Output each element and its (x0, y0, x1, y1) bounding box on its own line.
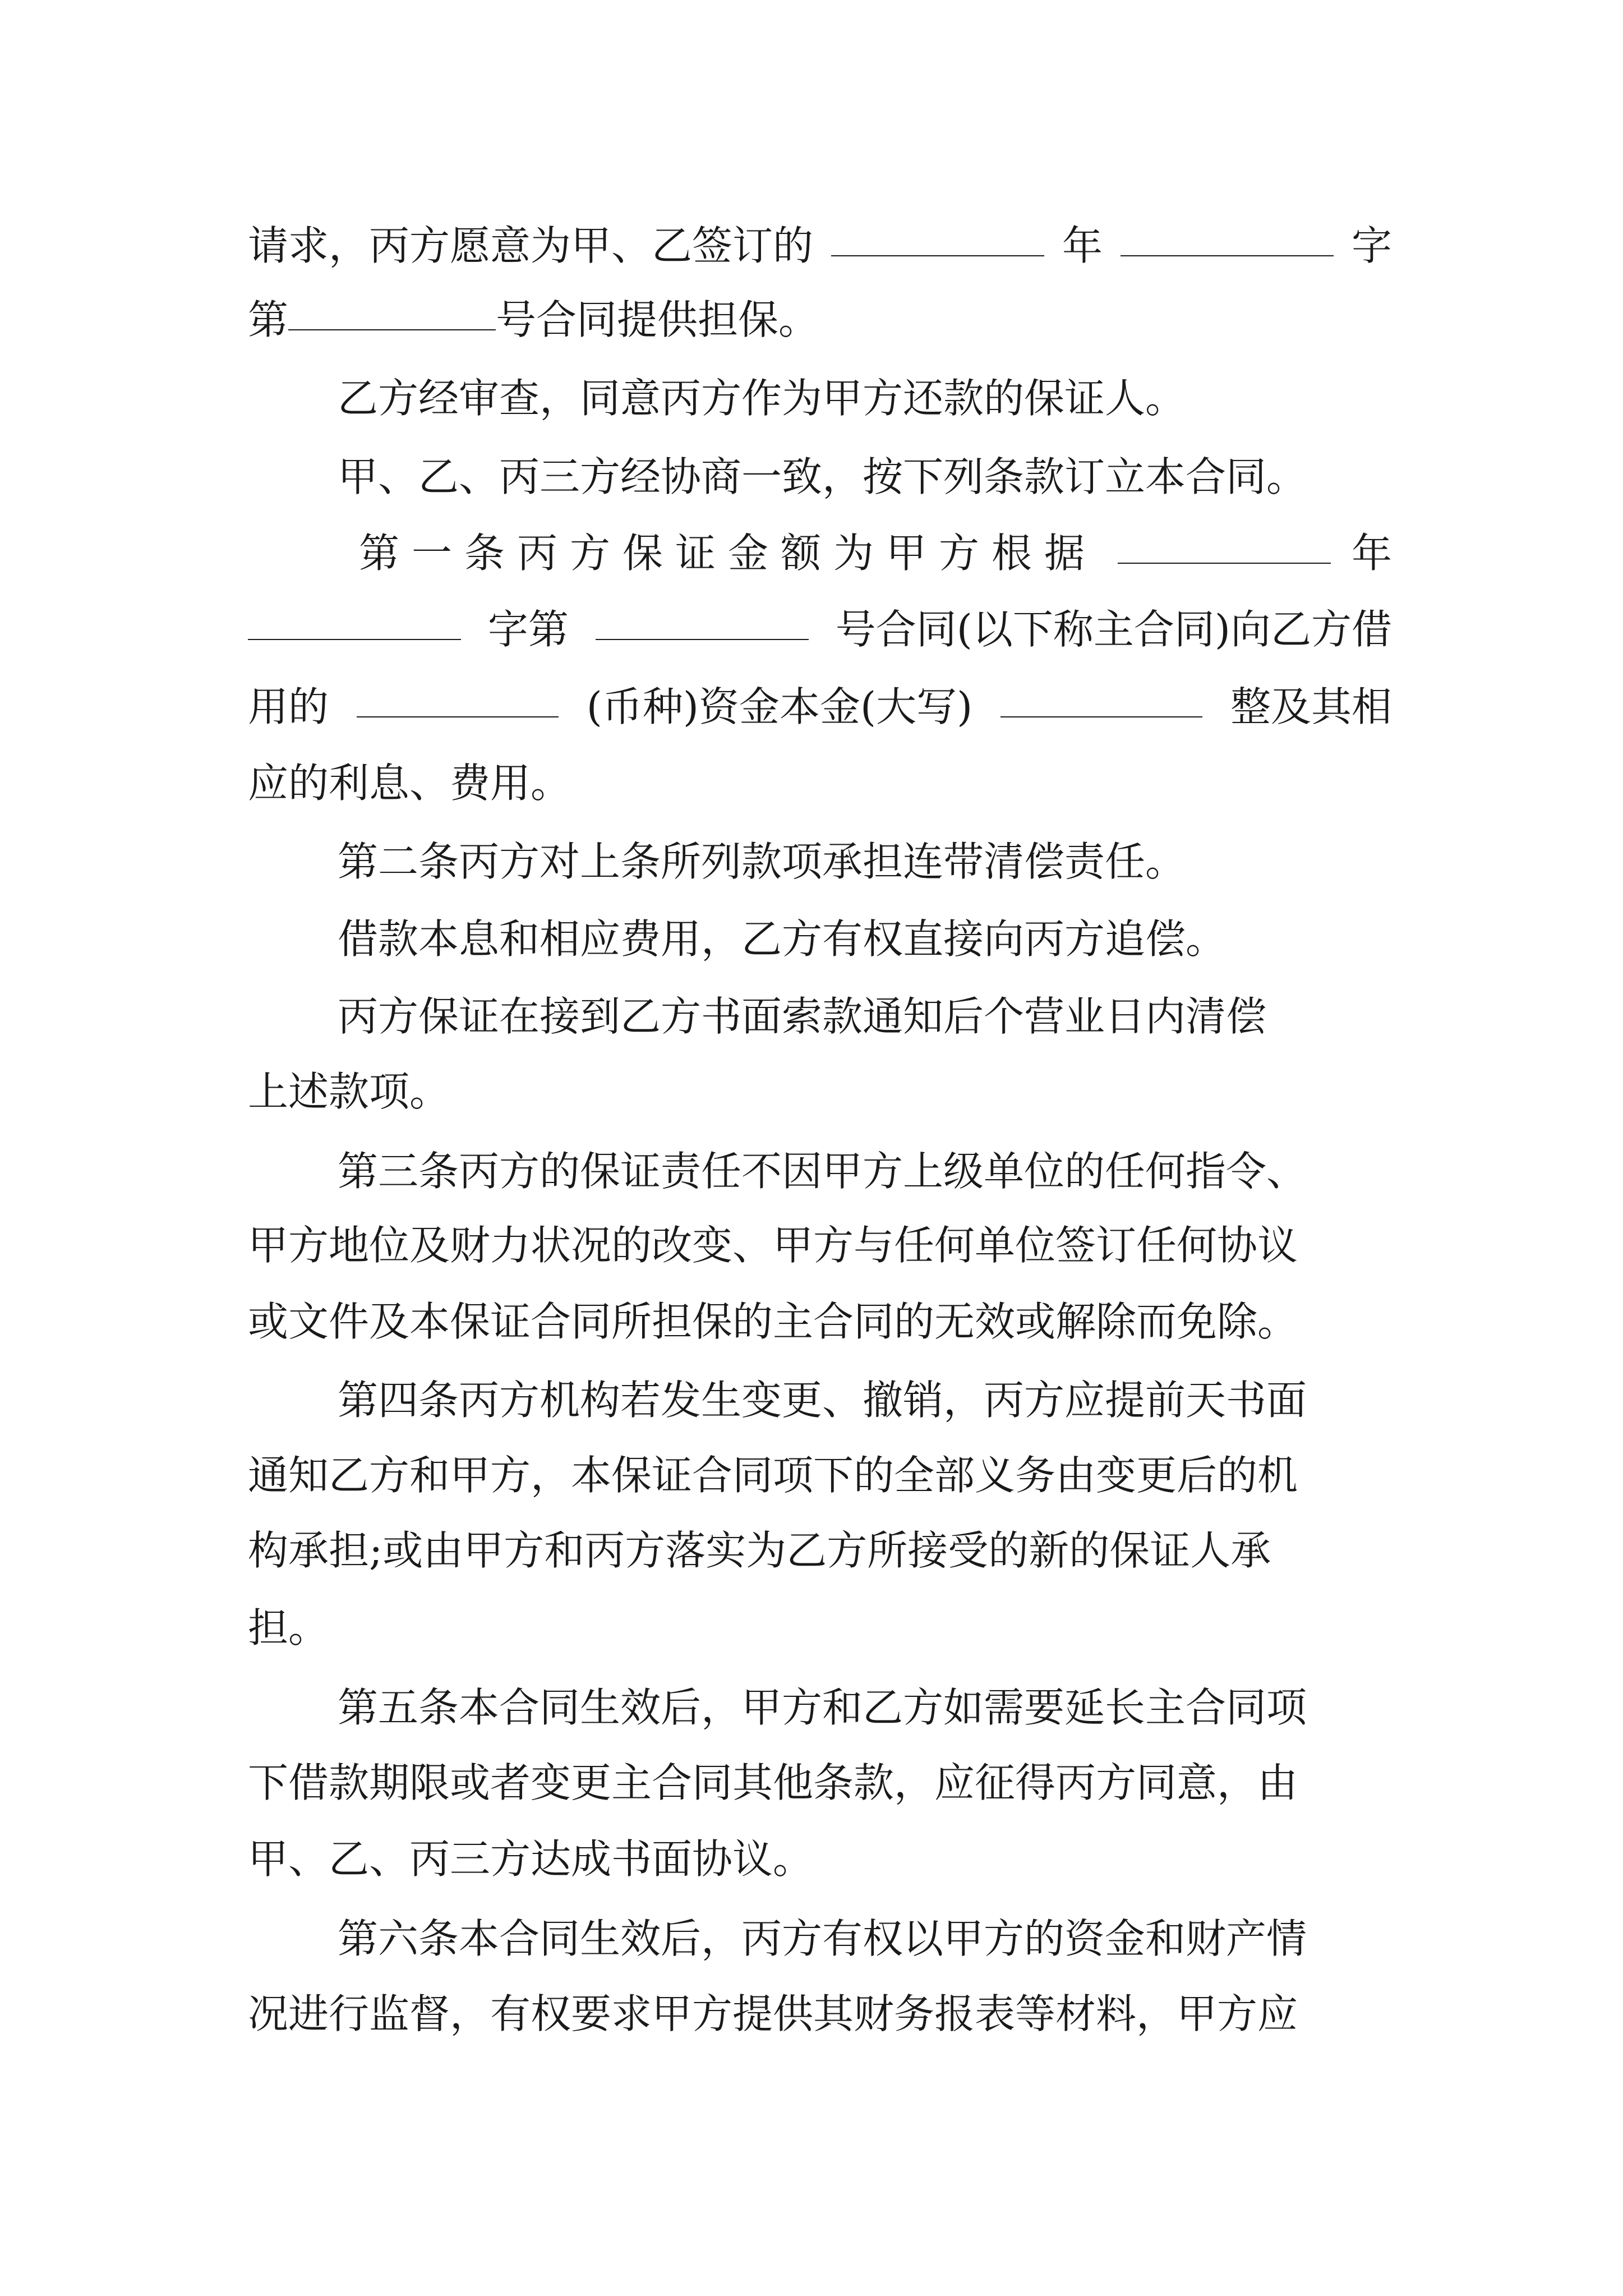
text-line (248, 280, 1392, 359)
blank-field (831, 217, 1044, 256)
text-segment: 字 (1351, 222, 1392, 269)
text-line (248, 206, 1392, 285)
text-line: 下借款期限或者变更主合同其他条款，应征得丙方同意，由 (248, 1759, 1298, 1806)
text-line (359, 514, 1392, 592)
blank-field (288, 291, 496, 330)
text-segment: 请求，丙方愿意为甲、乙签订的 (248, 222, 814, 269)
text-line: 第六条本合同生效后，丙方有权以甲方的资金和财产情 (338, 1915, 1307, 1962)
text-line (248, 590, 1392, 669)
text-segment: 整及其相 (1230, 683, 1392, 730)
text-line: 借款本息和相应费用，乙方有权直接向丙方追偿。 (338, 915, 1227, 963)
text-line: 第五条本合同生效后，甲方和乙方如需要延长主合同项 (338, 1684, 1307, 1731)
text-line: 甲、乙、丙三方达成书面协议。 (248, 1835, 814, 1883)
text-line: 上述款项。 (248, 1068, 450, 1115)
text-segment: 第一条丙方保证金额为甲方根据 (359, 530, 1098, 577)
text-line: 担。 (248, 1604, 329, 1651)
text-line: 第四条丙方机构若发生变更、撤销，丙方应提前天书面 (338, 1377, 1307, 1424)
text-segment: 字第 (487, 606, 569, 653)
text-line: 丙方保证在接到乙方书面索款通知后个营业日内清偿 (338, 993, 1267, 1040)
text-line: 甲方地位及财力状况的改变、甲方与任何单位签订任何协议 (248, 1222, 1298, 1269)
text-line: 构承担;或由甲方和丙方落实为乙方所接受的新的保证人承 (248, 1527, 1271, 1574)
blank-field (248, 601, 461, 640)
text-segment: 号合同(以下称主合同)向乙方借 (835, 606, 1392, 653)
text-segment: 用的 (248, 683, 329, 730)
blank-field (1121, 217, 1334, 256)
text-line: 甲、乙、丙三方经协商一致，按下列条款订立本合同。 (338, 453, 1307, 500)
text-line: 或文件及本保证合同所担保的主合同的无效或解除而免除。 (248, 1298, 1298, 1345)
text-line: 第三条丙方的保证责任不因甲方上级单位的任何指令、 (338, 1148, 1307, 1195)
blank-field (596, 601, 809, 640)
blank-field (357, 678, 559, 717)
text-segment: 号合同提供担保。 (496, 296, 819, 343)
text-line: 通知乙方和甲方，本保证合同项下的全部义务由变更后的机 (248, 1452, 1298, 1499)
blank-field (1118, 524, 1331, 564)
text-line: 应的利息、费用。 (248, 760, 571, 807)
text-line: 况进行监督，有权要求甲方提供其财务报表等材料，甲方应 (248, 1990, 1298, 2037)
blank-field (1000, 678, 1202, 717)
text-segment: 年 (1351, 530, 1392, 577)
text-line: 乙方经审查，同意丙方作为甲方还款的保证人。 (338, 375, 1186, 422)
text-segment: (币种)资金本金(大写) (586, 683, 973, 730)
text-line: 第二条丙方对上条所列款项承担连带清偿责任。 (338, 838, 1186, 885)
text-segment: 年 (1062, 222, 1103, 269)
text-segment: 第 (248, 296, 289, 343)
text-line (248, 668, 1392, 746)
